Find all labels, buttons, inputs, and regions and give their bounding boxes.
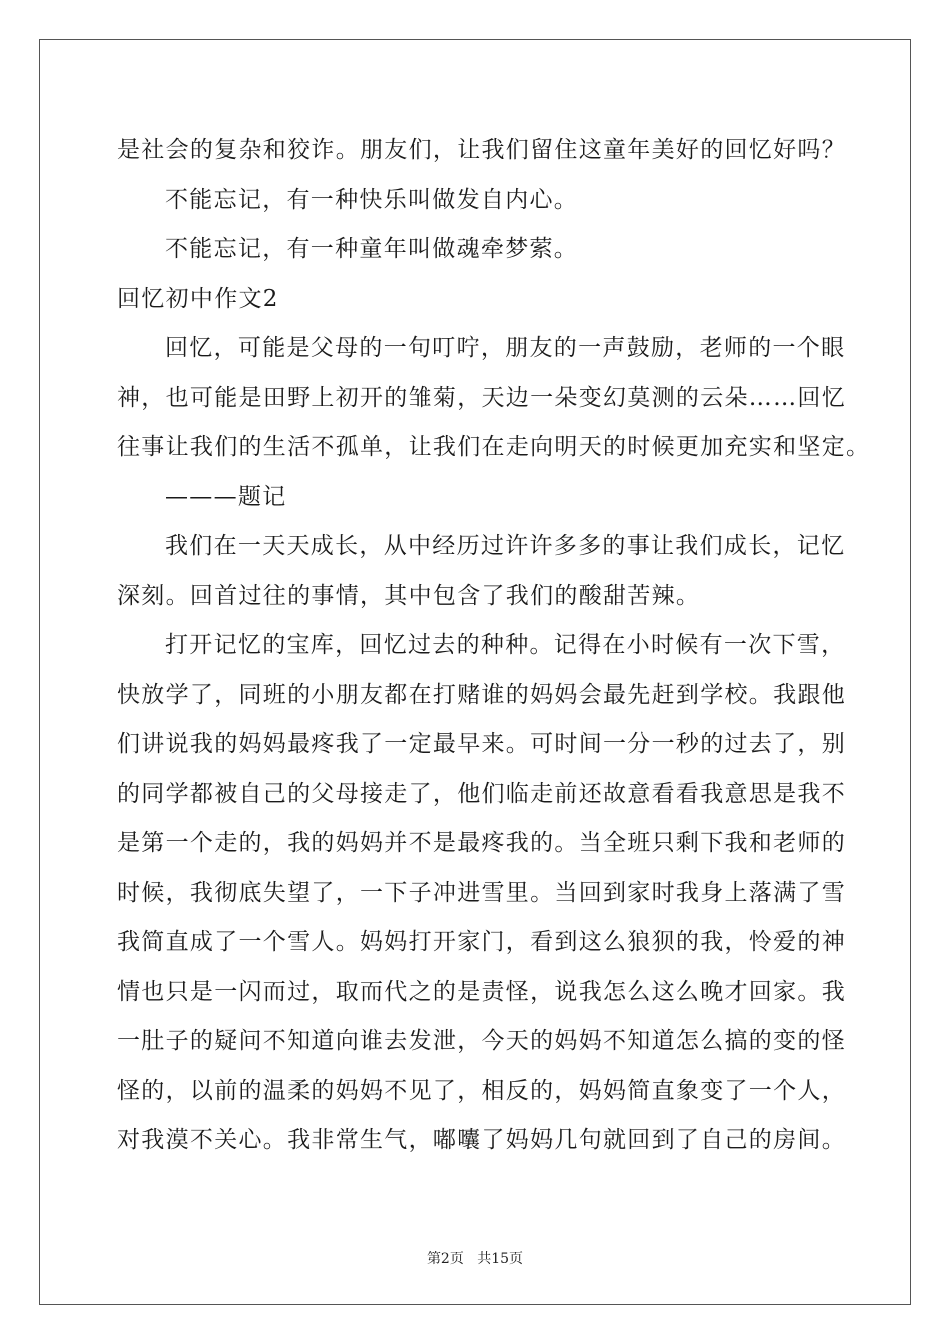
text-line: 是第一个走的，我的妈妈并不是最疼我的。当全班只剩下我和老师的 bbox=[117, 830, 846, 856]
text-line: 的同学都被自己的父母接走了，他们临走前还故意看看我意思是我不 bbox=[117, 780, 846, 807]
text-line: 时候，我彻底失望了，一下子冲进雪里。当回到家时我身上落满了雪 bbox=[117, 879, 846, 906]
text-line: 打开记忆的宝库，回忆过去的种种。记得在小时候有一次下雪， bbox=[165, 632, 846, 658]
text-line: 快放学了，同班的小朋友都在打赌谁的妈妈会最先赶到学校。我跟他 bbox=[117, 681, 846, 708]
document-body bbox=[117, 126, 871, 1166]
text-line: 回忆，可能是父母的一句叮咛，朋友的一声鼓励，老师的一个眼 bbox=[165, 335, 846, 361]
text-line: 往事让我们的生活不孤单，让我们在走向明天的时候更加充实和坚定。 bbox=[117, 434, 871, 460]
page-total: 共15页 bbox=[477, 1251, 524, 1267]
page-number: 第2页 bbox=[426, 1251, 464, 1267]
text-line: 不能忘记，有一种童年叫做魂牵梦萦。 bbox=[165, 236, 579, 262]
text-line: 神，也可能是田野上初开的雏菊，天边一朵变幻莫测的云朵……回忆 bbox=[117, 384, 846, 411]
text-line: 对我漠不关心。我非常生气，嘟囔了妈妈几句就回到了自己的房间。 bbox=[117, 1127, 846, 1153]
text-line: 一肚子的疑问不知道向谁去发泄，今天的妈妈不知道怎么搞的变的怪 bbox=[117, 1028, 846, 1054]
section-heading: 回忆初中作文2 bbox=[117, 285, 279, 312]
text-line: 不能忘记，有一种快乐叫做发自内心。 bbox=[165, 186, 579, 213]
epigraph-attribution: ———题记 bbox=[165, 483, 287, 510]
text-line: 我们在一天天成长，从中经历过许许多多的事让我们成长，记忆 bbox=[165, 533, 846, 559]
text-line: 我简直成了一个雪人。妈妈打开家门，看到这么狼狈的我，怜爱的神 bbox=[117, 929, 846, 955]
text-line: 深刻。回首过往的事情，其中包含了我们的酸甜苦辣。 bbox=[117, 582, 701, 609]
page-footer bbox=[0, 1248, 950, 1268]
text-line: 情也只是一闪而过，取而代之的是责怪，说我怎么这么晚才回家。我 bbox=[117, 978, 846, 1005]
text-line: 们讲说我的妈妈最疼我了一定最早来。可时间一分一秒的过去了，别 bbox=[117, 731, 846, 757]
text-line: 是社会的复杂和狡诈。朋友们，让我们留住这童年美好的回忆好吗？ bbox=[117, 137, 846, 163]
text-line: 怪的，以前的温柔的妈妈不见了，相反的，妈妈简直象变了一个人， bbox=[117, 1077, 846, 1104]
